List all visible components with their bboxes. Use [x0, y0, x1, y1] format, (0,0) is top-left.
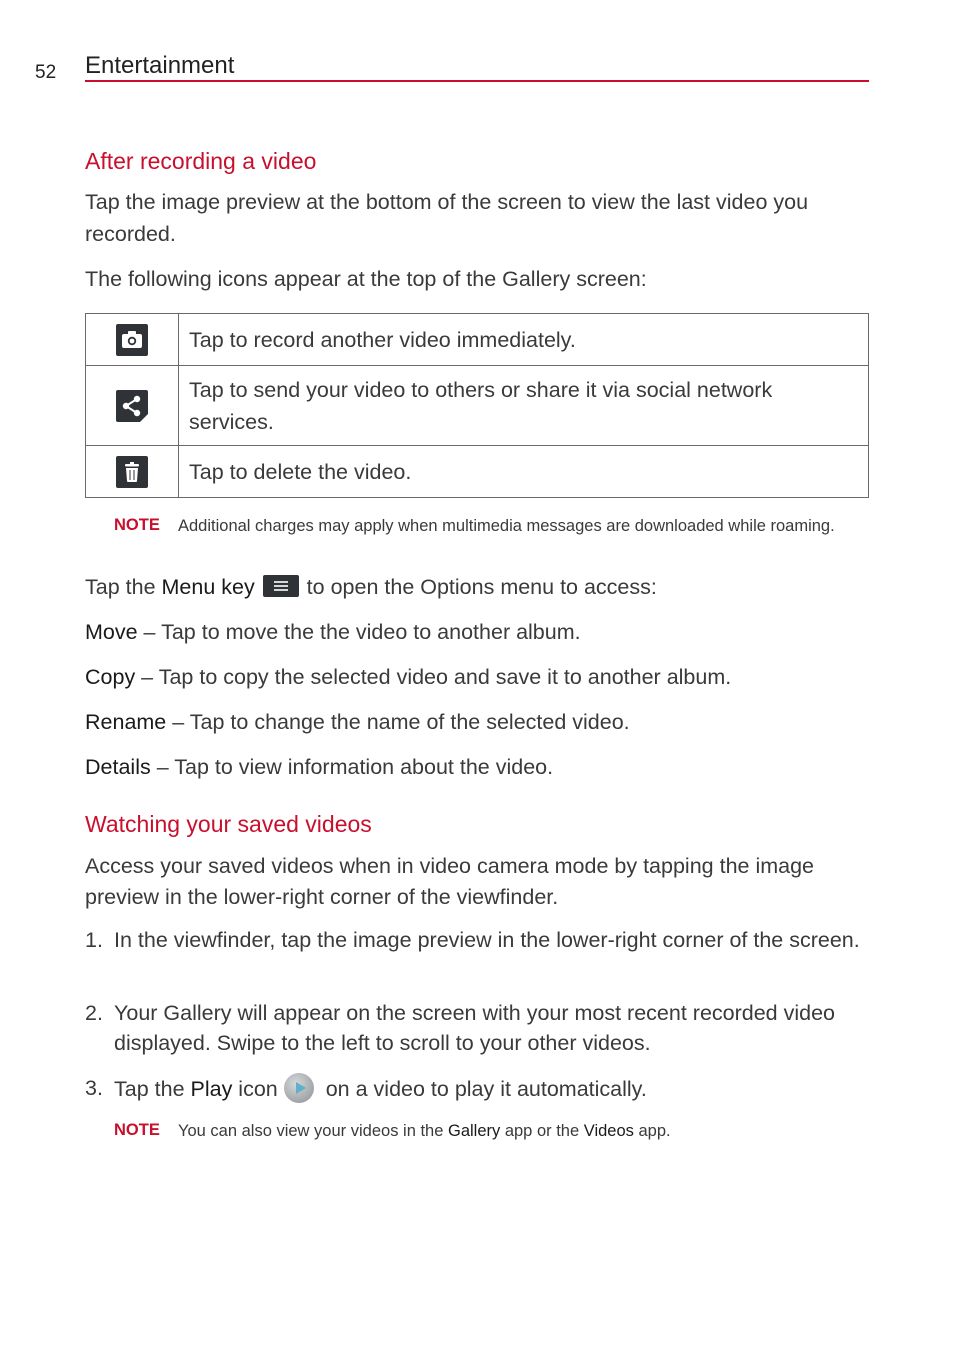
- note-text: [178, 1119, 858, 1144]
- menu-key-line: [85, 571, 865, 603]
- option-term: Move: [85, 620, 138, 644]
- step-text-prefix: Tap the: [114, 1077, 191, 1101]
- page-number: 52: [35, 62, 57, 83]
- watching-intro: Access your saved videos when in video camera mode by tapping the image preview in the lower-right corner of the viewfinder.: [85, 854, 815, 909]
- after-recording-intro: Tap the image preview at the bottom of the screen to view the last video you recorded.: [85, 190, 809, 246]
- section-heading-watching: Watching your saved videos: [85, 811, 372, 837]
- step-text: In the viewfinder, tap the image preview in the lower-right corner of the screen.: [114, 928, 860, 952]
- option-term: Copy: [85, 665, 136, 689]
- note-text: Additional charges may apply when multimedia messages are downloaded while roaming.: [178, 517, 835, 535]
- option-desc: – Tap to view information about the video.: [150, 755, 554, 779]
- camera-icon: [116, 324, 148, 356]
- icon-cell: [86, 446, 179, 498]
- chapter-title: Entertainment: [85, 52, 235, 79]
- step-text-suffix: on a video to play it automatically.: [319, 1077, 647, 1101]
- note-label: NOTE: [114, 516, 160, 534]
- step-text: [114, 1073, 865, 1104]
- option-term: Rename: [85, 710, 167, 734]
- table-row: [86, 366, 869, 446]
- menu-key-icon: [263, 575, 299, 597]
- note-text-prefix: You can also view your videos in the: [178, 1122, 448, 1140]
- share-icon: [116, 390, 148, 422]
- step-number: 2.: [85, 1001, 103, 1025]
- list-item: [85, 925, 865, 955]
- menu-key-label: Menu key: [161, 575, 255, 599]
- icons-intro: The following icons appear at the top of the Gallery screen:: [85, 267, 647, 291]
- option-rename: [85, 706, 865, 738]
- option-desc: – Tap to copy the selected video and save it to another album.: [135, 665, 732, 689]
- gallery-term: Gallery: [447, 1122, 501, 1140]
- step-number: 3.: [85, 1076, 103, 1100]
- list-item: [85, 998, 865, 1058]
- chapter-rule: [85, 80, 869, 82]
- option-details: [85, 751, 865, 783]
- icon-description: Tap to delete the video.: [179, 446, 869, 498]
- table-row: [86, 314, 869, 366]
- gallery-icons-table: [85, 313, 869, 498]
- step-text-mid: icon: [232, 1077, 278, 1101]
- play-term: Play: [190, 1077, 233, 1101]
- videos-term: Videos: [583, 1122, 634, 1140]
- note-text-mid: app or the: [500, 1122, 584, 1140]
- list-item: [85, 1073, 865, 1104]
- menu-line-prefix: Tap the: [85, 575, 162, 599]
- option-desc: – Tap to change the name of the selected video.: [166, 710, 630, 734]
- option-copy: [85, 661, 865, 693]
- step-text: Your Gallery will appear on the screen with your most recent recorded video displayed. Swipe to the left to scroll to your other videos.: [114, 1001, 836, 1055]
- icon-description: Tap to record another video immediately.: [179, 314, 869, 366]
- icon-description: Tap to send your video to others or share it via social network services.: [179, 366, 869, 446]
- note-text-suffix: app.: [633, 1122, 671, 1140]
- table-row: [86, 446, 869, 498]
- step-number: 1.: [85, 928, 103, 952]
- option-desc: – Tap to move the the video to another album.: [137, 620, 581, 644]
- section-heading-after-recording: After recording a video: [85, 148, 317, 174]
- trash-icon: [116, 456, 148, 488]
- play-icon: [284, 1073, 314, 1103]
- option-term: Details: [85, 755, 151, 779]
- menu-line-suffix: to open the Options menu to access:: [300, 575, 657, 599]
- note-label: NOTE: [114, 1121, 160, 1139]
- option-move: [85, 616, 865, 648]
- icon-cell: [86, 314, 179, 366]
- icon-cell: [86, 366, 179, 446]
